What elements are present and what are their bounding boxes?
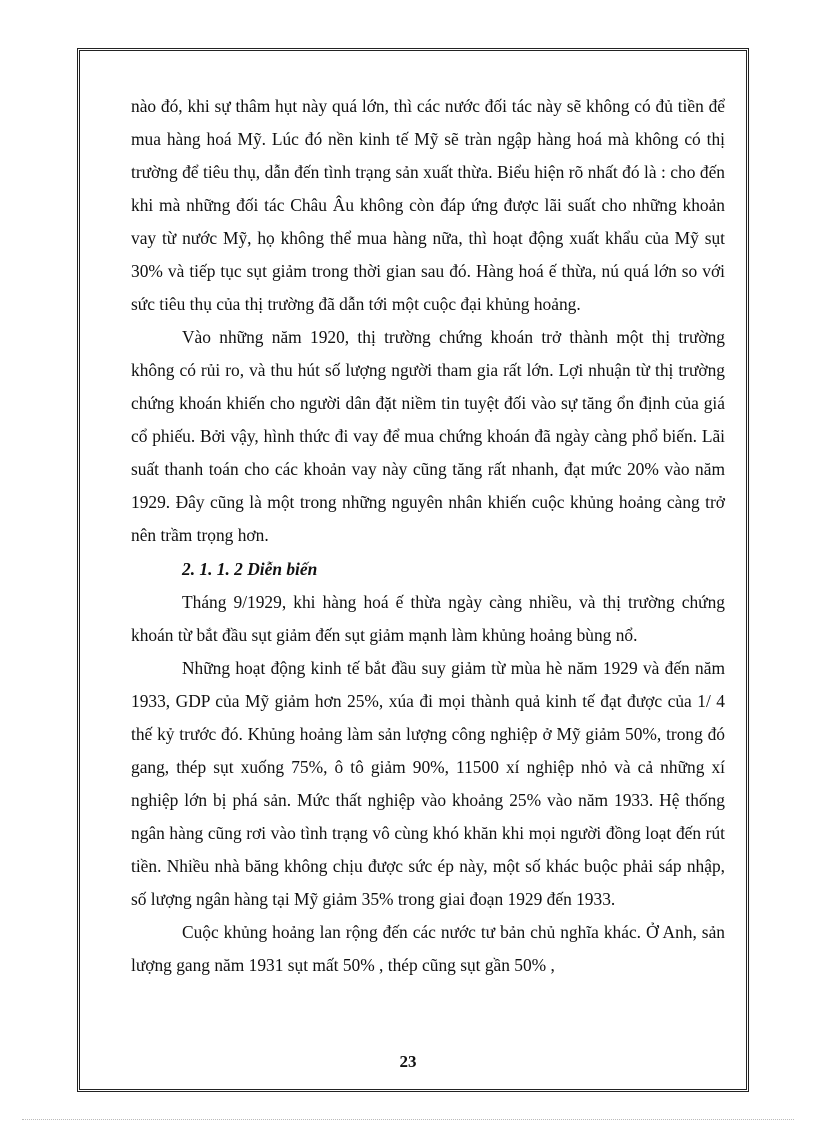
paragraph-economic-decline: Những hoạt động kinh tế bắt đầu suy giảm từ mùa hè năm 1929 và đến năm 1933, GDP của Mỹ giảm hơn 25%, xúa đi mọi thành quả kinh tế đạt được của 1/ 4 thế kỷ trước đó. Khủng hoảng làm sản lượng công nghiệp ở Mỹ giảm 50%, trong đó gang, thép sụt xuống 75%, ô tô giảm 90%, 11500 xí nghiệp nhỏ và cả những xí nghiệp lớn bị phá sản. Mức thất nghiệp vào khoảng 25% vào năm 1933. Hệ thống ngân hàng cũng rơi vào tình trạng vô cùng khó khăn khi mọi người đồng loạt đến rút tiền. Nhiều nhà băng không chịu được sức ép này, một số khác buộc phải sáp nhập, số lượng ngân hàng tại Mỹ giảm 35% trong giai đoạn 1929 đến 1933. — [131, 658, 725, 909]
page-body — [131, 90, 725, 982]
paragraph-trade-deficit: nào đó, khi sự thâm hụt này quá lớn, thì các nước đối tác này sẽ không có đủ tiền để mua hàng hoá Mỹ. Lúc đó nền kinh tế Mỹ sẽ tràn ngập hàng hoá mà không có thị trường để tiêu thụ, dẫn đến tình trạng sản xuất thừa. Biểu hiện rõ nhất đó là : cho đến khi mà những đối tác Châu Âu không còn đáp ứng được lãi suất cho những khoản vay từ nước Mỹ, họ không thể mua hàng nữa, thì hoạt động xuất khẩu của Mỹ sụt 30% và tiếp tục sụt giảm trong thời gian sau đó. Hàng hoá ế thừa, nú quá lớn so với sức tiêu thụ của thị trường đã dẫn tới một cuộc đại khủng hoảng. — [131, 96, 725, 314]
page-number: 23 — [399, 1052, 417, 1071]
paragraph-crash-start: Tháng 9/1929, khi hàng hoá ế thừa ngày càng nhiều, và thị trường chứng khoán từ bắt đầu sụt giảm đến sụt giảm mạnh làm khủng hoảng bùng nổ. — [131, 592, 725, 645]
footer-divider — [22, 1119, 794, 1120]
section-heading: 2. 1. 1. 2 Diễn biến — [182, 559, 318, 579]
paragraph-stock-market: Vào những năm 1920, thị trường chứng khoán trở thành một thị trường không có rủi ro, và thu hút số lượng người tham gia rất lớn. Lợi nhuận từ thị trường chứng khoán khiến cho người dân đặt niềm tin tuyệt đối vào sự tăng ổn định của giá cổ phiếu. Bởi vậy, hình thức đi vay để mua chứng khoán đã ngày càng phổ biến. Lãi suất thanh toán cho các khoản vay này cũng tăng rất nhanh, đạt mức 20% vào năm 1929. Đây cũng là một trong những nguyên nhân khiến cuộc khủng hoảng càng trở nên trầm trọng hơn. — [131, 327, 725, 545]
paragraph-crisis-spread: Cuộc khủng hoảng lan rộng đến các nước tư bản chủ nghĩa khác. Ở Anh, sản lượng gang năm 1931 sụt mất 50% , thép cũng sụt gần 50% , — [131, 922, 725, 975]
